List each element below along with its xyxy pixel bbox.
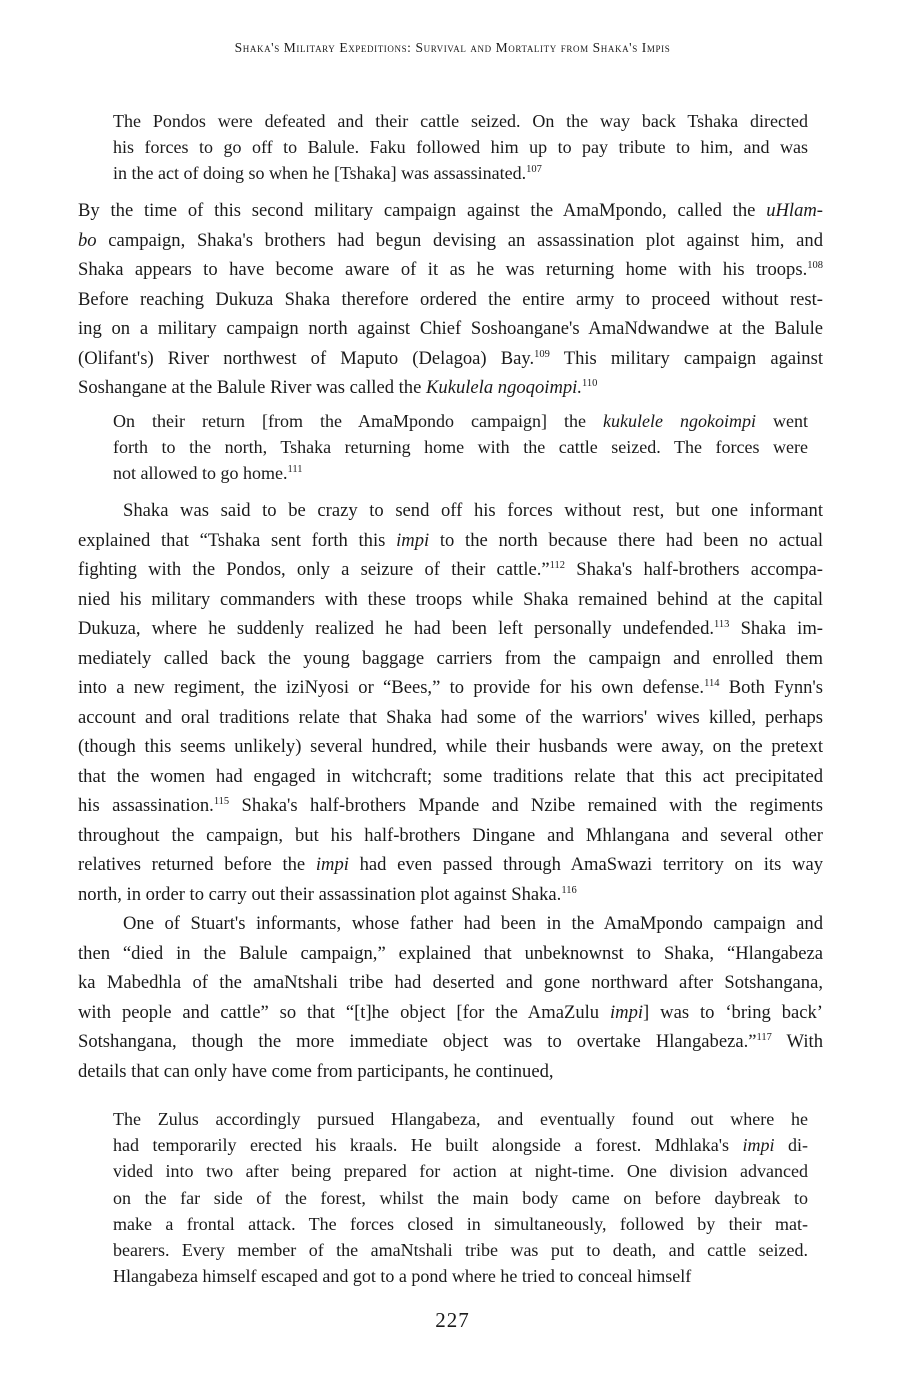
para3-line: One of Stuart's informants, whose father had been in the AmaMpondo campaign and [123,913,823,934]
para2-line: north, in order to carry out their assassination plot against Shaka.$^{116}$ [78,883,577,905]
para2-line: relatives returned before the impi had even passed through AmaSwazi territory on its way [78,854,823,875]
quote3-line: make a frontal attack. The forces closed in simultaneously, followed by their mat- [113,1213,808,1234]
para3-line: details that can only have come from participants, he continued, [78,1060,554,1082]
para1-line: bo campaign, Shaka's brothers had begun devising an assassination plot against him, and [78,229,823,251]
running-head: Shaka's Military Expeditions: Survival and Mortality from Shaka's Impis [234,40,671,55]
quote3-line: bearers. Every member of the amaNtshali tribe was put to death, and cattle seized. [113,1239,808,1260]
footnote-marker: 110 [581,378,598,389]
para1-line: Before reaching Dukuza Shaka therefore ordered the entire army to proceed without rest- [78,288,823,310]
para1-line: By the time of this second military campaign against the AmaMpondo, called the uHlam- [78,200,823,221]
paragraph-3 [78,909,823,1086]
para2-line: Dukuza, where he suddenly realized he had been left personally undefended.$^{113}$ Shaka im- [78,618,823,639]
para2-line: his assassination.$^{115}$ Shaka's half-brothers Mpande and Nzibe remained with the regiments [78,795,823,816]
para1-line: Shaka appears to have become aware of it as he was returning home with his troops.$^{108}$ [78,259,823,280]
quote3-line: on the far side of the forest, whilst the main body came on before daybreak to [113,1187,808,1208]
quote2-line: forth to the north, Tshaka returning home with the cattle seized. The forces were [113,437,808,458]
footnote-marker: 107 [526,164,542,176]
quote3-line: vided into two after being prepared for action at night-time. One division advanced [113,1161,808,1182]
para2-line: mediately called back the young baggage carriers from the campaign and enrolled them [78,647,823,669]
block-quote-3 [113,1106,808,1289]
para3-line: ka Mabedhla of the amaNtshali tribe had deserted and gone northward after Sotshangana, [78,972,823,993]
quote1-line: his forces to go off to Balule. Faku followed him up to pay tribute to him, and was [113,137,808,158]
quote2-line: On their return [from the AmaMpondo campaign] the kukulele ngokoimpi went [113,411,808,431]
para2-line: explained that “Tshaka sent forth this impi to the north because there had been no actual [78,529,823,551]
para2-line: (though this seems unlikely) several hundred, while their husbands were away, on the pretext [78,736,823,757]
para2-line: throughout the campaign, but his half-brothers Dingane and Mhlangana and several other [78,824,823,846]
para2-line: Shaka was said to be crazy to send off his forces without rest, but one informant [123,500,823,521]
block-quote-2 [113,408,808,487]
quote3-line: Hlangabeza himself escaped and got to a pond where he tried to conceal himself [113,1266,692,1287]
para1-line: Soshangane at the Balule River was called the Kukulela ngoqoimpi.$^{110}$ [78,377,598,398]
quote1-line: in the act of doing so when he [Tshaka] was assassinated.$^{107}$ [113,163,542,184]
quote3-line: The Zulus accordingly pursued Hlangabeza, and eventually found out where he [113,1109,808,1129]
paragraph-1 [78,196,823,403]
para3-line: then “died in the Balule campaign,” explained that unbeknownst to Shaka, “Hlangabeza [78,942,823,964]
footnote-marker: 111 [287,464,303,476]
block-quote-1 [113,108,808,187]
para2-line: fighting with the Pondos, only a seizure of their cattle.”$^{112}$ Shaka's half-brothers accompa- [78,559,824,580]
para1-line: (Olifant's) River northwest of Maputo (Delagoa) Bay.$^{109}$ This military campaign against [78,347,823,369]
para1-line: ing on a military campaign north against Chief Soshoangane's AmaNdwandwe at the Balule [78,318,823,339]
paragraph-2 [78,496,823,909]
footnote-marker: 108 [807,260,823,271]
para2-line: that the women had engaged in witchcraft; some traditions relate that this act precipitated [78,765,823,787]
para2-line: account and oral traditions relate that Shaka had some of the warriors' wives killed, perhaps [78,706,823,728]
para2-line: nied his military commanders with these troops while Shaka remained behind at the capital [78,588,823,610]
footnote-marker: 116 [561,884,577,896]
quote3-line: had temporarily erected his kraals. He built alongside a forest. Mdhlaka's impi di- [113,1135,809,1156]
quote2-line: not allowed to go home.$^{111}$ [113,463,303,484]
quote1-line: The Pondos were defeated and their cattle seized. On the way back Tshaka directed [113,111,808,131]
page-number: 227 [435,1308,470,1332]
para3-line: with people and cattle” so that “[t]he object [for the AmaZulu impi] was to ‘bring back’ [78,1001,823,1023]
para3-line: Sotshangana, though the more immediate object was to overtake Hlangabeza.”$^{117}$ With [78,1031,823,1052]
para2-line: into a new regiment, the iziNyosi or “Bees,” to provide for his own defense.$^{114}$ Both Fynn's [78,677,824,698]
